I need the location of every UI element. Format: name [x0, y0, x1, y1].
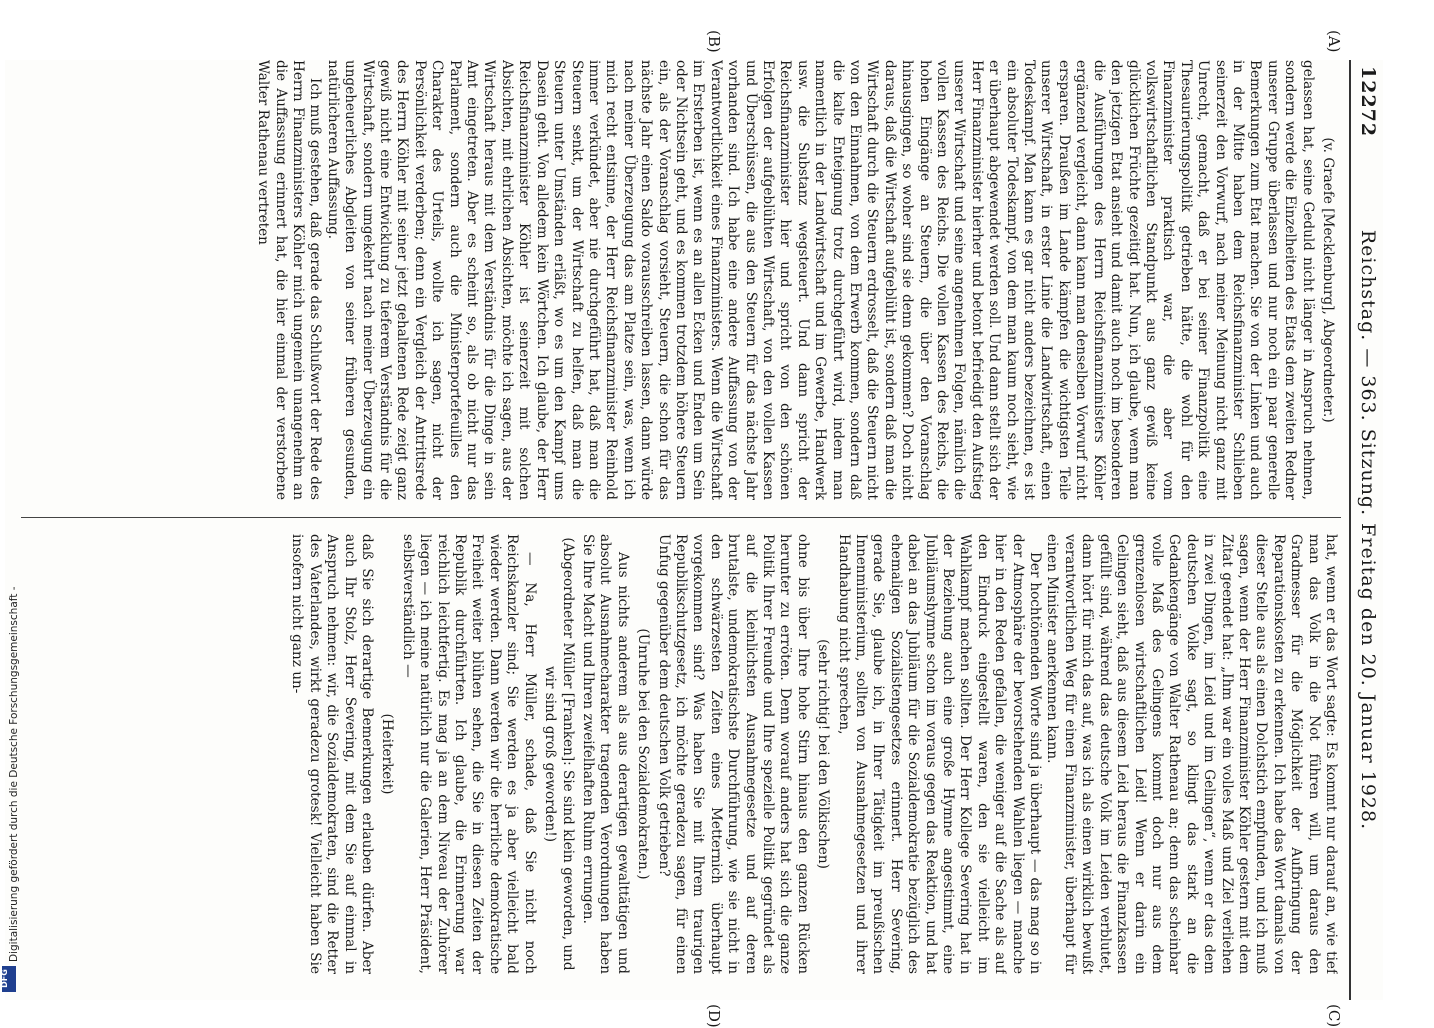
margin-marker-d: (D)	[705, 1004, 723, 1028]
margin-marker-a: (A)	[1325, 30, 1343, 53]
interjection: (sehr richtig! bei den Völkischen)	[815, 639, 832, 869]
right-paragraph-1: hat, wenn er das Wort sagte: Es kommt nur darauf an, wie tief man das Volk in die Not führen will, um daraus den Gradmesser für die Möglichkeit der Aufbringung der Reparationskosten zu erkennen. Ich habe das Wort damals von dieser Stelle aus als einen Dolchstich empfunden, und ich muß sagen, wenn der Herr Finanzminister Köhler gestern mit dem Zitat geendet hat: „Ihm war ein volles Maß und Ziel verliehen in zwei Dingen, im Leid und im Gelingen“, wenn er das dem deutschen Volke sagt, so klingt das stark an die Gedankengänge von Walter Rathenau an; denn das scheinbar volle Maß des Gelingens kommt doch nur aus dem grenzenlosen wirtschaftlichen Leid! Wenn er darin ein Gelingen sieht, daß aus diesem Leid heraus die Finanzkassen gefüllt sind, während das deutsche Volk im Leiden verblutet, dann hört für mich das auf, was ich als einen wirklich bewußt verantwortlichen Weg für einen Finanzminister, überhaupt für einen Minister anerkennen kann.	[1044, 534, 1339, 974]
column-divider	[21, 517, 1341, 518]
funding-note: Digitalisierung gefördert durch die Deutsche Forschungsgemeinschaft -	[8, 586, 20, 962]
document-page	[5, 30, 1383, 1028]
dfg-logo-icon	[2, 966, 16, 992]
left-column	[21, 60, 1339, 500]
right-paragraph-3: ohne bis über Ihre hohe Stirn hinaus den ganzen Rücken herunter zu erröten. Denn worauf anders hat sich die ganze Politik Ihrer Freunde und Ihre spezielle Politik gegründet als auf die kleinlichsten Ausnahmegesetze und auf deren brutalste, undemokratischste Durchführung, wie sie nicht in den schwärzesten Zeiten eines Metternich überhaupt vorgekommen sind? Was haben Sie mit Ihrem traurigen Republikschutzgesetz, ich möchte geradezu sagen, für einen Unfug gegenüber dem deutschen Volk getrieben?	[655, 534, 811, 974]
page-number: 12272	[1357, 66, 1379, 138]
interjection: (Abgeordneter Müller [Franken]: Sie sind klein geworden, und wir sind groß geworden!)	[542, 537, 576, 971]
dfg-logo-text: DFG	[0, 969, 9, 988]
right-column	[21, 534, 1339, 974]
right-paragraph-6: daß Sie sich derartige Bemerkungen erlauben dürfen. Aber auch Ihr Stolz, Herr Severing, mit dem Sie auf einmal in Anspruch nehmen: wir, die Sozialdemokraten, sind die Retter des Vaterlandes, wirkt geradezu grotesk! Vielleicht haben Sie insofern nicht ganz un-	[289, 534, 376, 974]
margin-marker-b: (B)	[705, 30, 723, 53]
right-paragraph-5: — Na, Herr Müller, schade, daß Sie nicht noch Reichskanzler sind; Sie werden es ja aber vielleicht bald wieder werden. Dann werden wir die herrliche demokratische Freiheit weiter blühen sehen, die Sie in diesen Zeiten der Republik durchführten. Ich glaube, die Erinnerung war reichlich leichtfertig. Es mag ja an dem Niveau der Zuhörer liegen — ich meine natürlich nur die Galerien, Herr Präsident, selbstverständlich —	[399, 534, 538, 974]
speaker-line: (v. Graefe [Mecklenburg], Abgeordneter.)	[1320, 137, 1336, 423]
running-title: Reichstag. — 363. Sitzung. Freitag den 20. Januar 1928.	[1357, 229, 1379, 831]
right-paragraph-2: Der hochtönenden Worte sind ja überhaupt — das mag so in der Atmosphäre der bevorstehenden Wahlen liegen — manche hier in den Reden gefallen, die weniger auf die Sache als auf den Eindruck eingestellt waren, den sie vielleicht im Wahlkampf machen sollten. Der Herr Kollege Severing hat in der Beziehung auch eine große Hymne angestimmt, eine Jubiläumshymne schon im voraus gegen das Reaktion, und hat dabei an das Jubiläum für die Sozialdemokratie bezüglich des ehemaligen Sozialistengesetzes erinnert. Herr Severing, gerade Sie, glaube ich, in Ihrer Tätigkeit im preußischen Innenministerium, sollten von Ausnahmegesetzen und ihrer Handhabung nicht sprechen,	[835, 534, 1044, 974]
interjection: (Unruhe bei den Sozialdemokraten.)	[635, 628, 652, 880]
header-rule	[1349, 60, 1351, 1000]
left-paragraph-2: Ich muß gestehen, daß gerade das Schlußwort der Rede des Herrn Finanzministers Köhler mich ungemein unangenehm an die Auffassung erinnert hat, die hier einmal der verstorbene Walter Rathenau vertreten	[255, 60, 324, 500]
margin-marker-c: (C)	[1325, 1004, 1343, 1028]
digitization-footer	[8, 586, 22, 992]
interjection: (Heiterkeit)	[379, 713, 396, 795]
right-paragraph-4: Aus nichts anderem als aus derartigen gewalttätigen und absolut Ausnahmecharakter tragenden Verordnungen haben Sie Ihre Macht und Ihren zweifelhaften Ruhm errungen.	[579, 534, 631, 974]
left-paragraph-1: gelassen hat, seine Geduld nicht länger in Anspruch nehmen, sondern werde die Einzelheiten des Etats dem zweiten Redner unserer Gruppe überlassen und nur noch ein paar generelle Bemerkungen zum Etat machen. Sie von der Linken und auch in der Mitte haben dem Reichsfinanzminister Schlieben seinerzeit den Vorwurf, nach meiner Meinung nicht ganz mit Unrecht, gemacht, daß er bei seiner Finanzpolitik eine Thesaurierungspolitik getrieben hätte, die wohl für den Finanzminister praktisch war, die aber vom volkswirtschaftlichen Standpunkt aus ganz gewiß keine glücklichen Früchte gezeitigt hat. Nun, ich glaube, wenn man den jetzigen Etat ansieht und damit auch noch im besonderen die Ausführungen des Herrn Reichsfinanzministers Köhler ergänzend vergleicht, dann kann man denselben Vorwurf nicht ersparen. Draußen im Lande kämpfen die wichtigsten Teile unserer Wirtschaft, in erster Linie die Landwirtschaft, einen Todeskampf. Man kann es gar nicht anders bezeichnen, es ist ein absoluter Todeskampf, von dem man kaum noch sieht, wie er überhaupt abgewendet werden soll. Und dann stellt sich der Herr Finanzminister hierher und betont befriedigt den Aufstieg unserer Wirtschaft und seine angenehmen Folgen, nämlich die vollen Kassen des Reichs. Die vollen Kassen des Reichs, die hohen Eingänge an Steuern, die über den Voranschlag hinausgingen, so woher sind sie denn gekommen? Doch nicht daraus, daß die Wirtschaft aufgeblüht ist, sondern daß man die Wirtschaft durch die Steuern erdrosselt, daß die Steuern nicht von den Einnahmen, von dem Erwerb kommen, sondern daß die kalte Enteignung trotz durchgeführt wird, indem man namentlich in der Landwirtschaft und im Gewerbe, Handwerk usw. die Substanz wegsteuert. Und dann spricht der Reichsfinanzminister hier und spricht von den schönen Erfolgen der aufgeblühten Wirtschaft, von den vollen Kassen und Überschüssen, die aus den Steuern für das nächste Jahr vorhanden sind. Ich habe eine andere Auffassung von der Verantwortlichkeit eines Finanzministers. Wenn die Wirtschaft im Ersterben ist, wenn es an allen Ecken und Enden um Sein oder Nichtsein geht, und es kommen trotzdem höhere Steuern ein, als der Voranschlag vorsieht, Steuern, die schon für das nächste Jahr einen Saldo vorausschreiben lassen, dann würde nach meiner Überzeugung das am Platze sein, was, wenn ich mich recht entsinne, der Herr Reichsfinanzminister Reinhold immer verkündet, aber nie durchgeführt hat, daß man die Steuern senkt, um der Wirtschaft zu helfen, daß man die Steuern unter Umständen erläßt, wo es um den Kampf ums Dasein geht. Von alledem kein Wörtchen. Ich glaube, der Herr Reichsfinanzminister Köhler ist seinerzeit mit solchen Absichten, mit ehrlichen Absichten, möchte ich sagen, aus der Wirtschaft heraus mit dem Verständnis für die Dinge in sein Amt eingetreten. Aber es scheint so, als ob nicht nur das Parlament, sondern auch die Ministerportefeuilles den Charakter des Urteils, wollte ich sagen, nicht der Persönlichkeit verderben; denn ein Vergleich der Antrittsrede des Herrn Köhler mit seiner jetzt gehaltenen Rede zeigt ganz gewiß nicht eine Entwicklung zu tieferem Verständnis für die Wirtschaft, sondern umgekehrt nach meiner Überzeugung ein ungeheuerliches Abgleiten von seiner früheren gesunden, natürlicheren Auffassung.	[324, 60, 1316, 500]
running-header	[1349, 60, 1383, 1000]
